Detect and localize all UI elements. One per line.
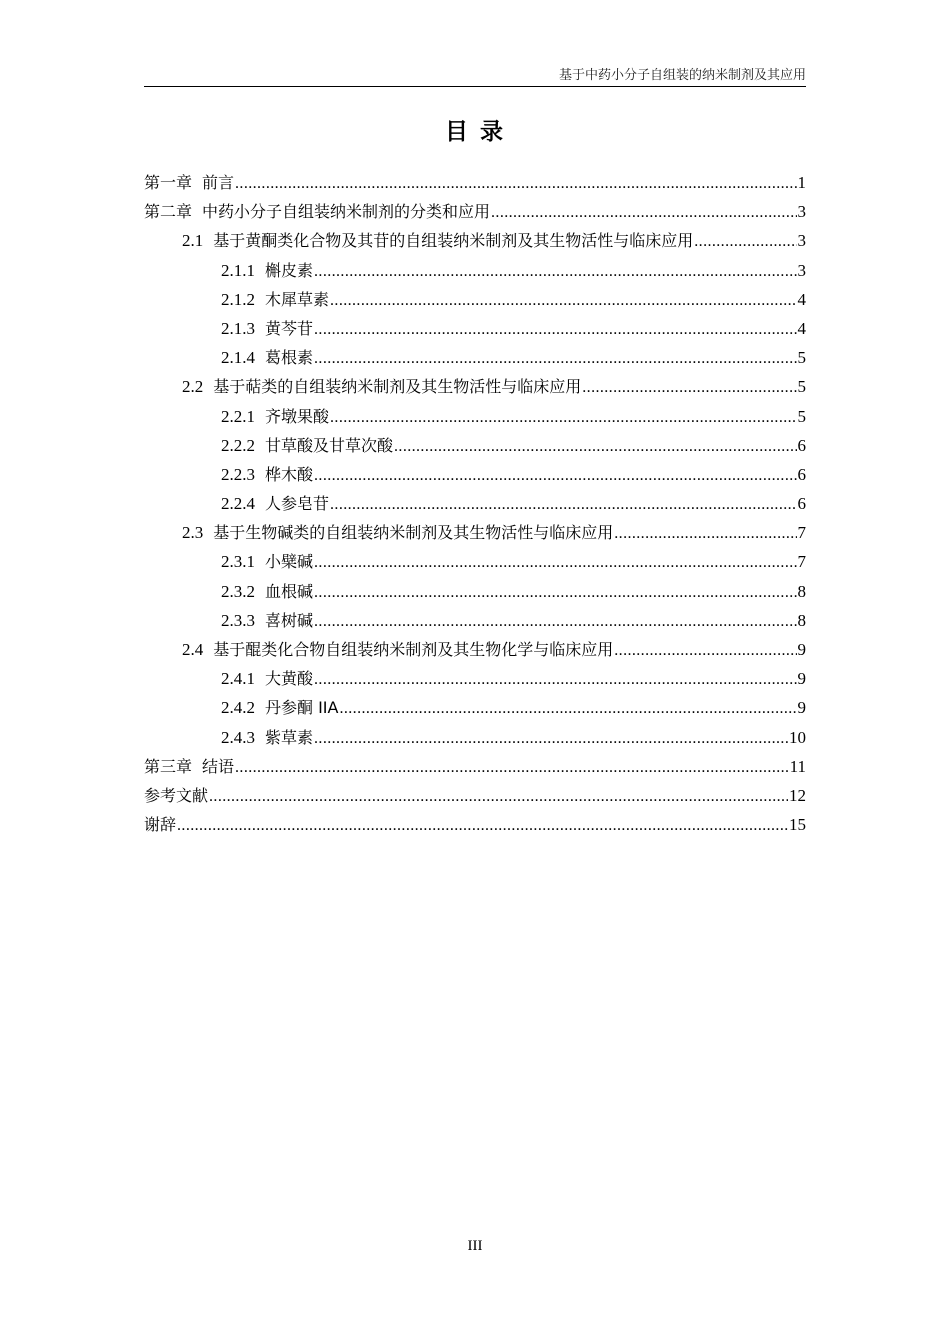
- toc-entry-page: 6: [797, 435, 806, 455]
- toc-entry-title: 结语: [202, 756, 235, 776]
- page-number: III: [467, 1238, 483, 1254]
- toc-dot-leader: [314, 578, 796, 607]
- toc-entry-page: 3: [797, 260, 806, 280]
- toc-entry-title: 齐墩果酸: [265, 406, 330, 426]
- toc-entry-title: 葛根素: [265, 348, 314, 368]
- toc-dot-leader: [235, 169, 796, 198]
- toc-dot-leader: [339, 694, 796, 723]
- toc-entry-number: 2.4.1: [221, 669, 255, 689]
- toc-entry-page: 5: [797, 377, 806, 397]
- toc-dot-leader: [314, 344, 796, 373]
- toc-entry[interactable]: [144, 197, 806, 226]
- toc-dot-leader: [209, 782, 788, 811]
- toc-entry-number: 2.1.3: [221, 318, 255, 338]
- toc-entry-title: 基于萜类的自组装纳米制剂及其生物活性与临床应用: [213, 377, 582, 397]
- toc-entry-page: 9: [797, 640, 806, 659]
- toc-entry[interactable]: [144, 781, 806, 810]
- toc-entry-title: 参考文献: [144, 785, 209, 805]
- toc-entry-title: 丹参酮 IIA: [265, 698, 339, 718]
- toc-entry[interactable]: [144, 518, 806, 547]
- toc-entry-page: 1: [797, 173, 806, 192]
- toc-entry[interactable]: [144, 635, 806, 664]
- toc-entry-title: 基于醌类化合物自组装纳米制剂及其生物化学与临床应用: [213, 640, 614, 659]
- toc-entry-number: 第一章: [144, 173, 193, 192]
- toc-entry[interactable]: [144, 256, 806, 285]
- toc-entry-page: 9: [797, 698, 806, 718]
- toc-dot-leader: [394, 432, 796, 461]
- toc-entry-number: 2.2.1: [221, 406, 255, 426]
- toc-entry[interactable]: [144, 343, 806, 372]
- toc-dot-leader: [314, 461, 796, 490]
- toc-entry-number: 2.4.2: [221, 698, 255, 718]
- toc-entry-page: 5: [797, 406, 806, 426]
- toc-dot-leader: [235, 753, 789, 782]
- toc-entry-number: 2.1.1: [221, 260, 255, 280]
- toc-entry-title: 黄芩苷: [265, 318, 314, 338]
- toc-entry[interactable]: [144, 723, 806, 752]
- toc-entry-title: 甘草酸及甘草次酸: [265, 435, 394, 455]
- toc-entry[interactable]: [144, 752, 806, 781]
- toc-entry-number: 第二章: [144, 202, 193, 222]
- toc-entry-page: 3: [797, 202, 806, 222]
- toc-entry-page: 6: [797, 494, 806, 514]
- toc-entry[interactable]: [144, 577, 806, 606]
- toc-entry-title: 基于生物碱类的自组装纳米制剂及其生物活性与临床应用: [213, 523, 614, 543]
- toc-entry-number: 2.4.3: [221, 727, 255, 747]
- toc-entry[interactable]: [144, 285, 806, 314]
- toc-entry-page: 3: [797, 231, 806, 251]
- toc-entry-number: 2.3.1: [221, 552, 255, 572]
- toc-dot-leader: [314, 724, 788, 753]
- toc-entry-page: 10: [789, 727, 806, 747]
- toc-entry-page: 11: [789, 756, 806, 776]
- toc-entry-page: 12: [789, 785, 806, 805]
- toc-entry[interactable]: [144, 431, 806, 460]
- toc-dot-leader: [177, 811, 788, 840]
- toc-entry[interactable]: [144, 402, 806, 431]
- toc-entry[interactable]: [144, 547, 806, 576]
- toc-entry-title: 槲皮素: [265, 260, 314, 280]
- toc-entry[interactable]: [144, 810, 806, 839]
- toc-entry-title: 中药小分子自组装纳米制剂的分类和应用: [202, 202, 491, 222]
- toc-entry-number: 2.2.3: [221, 464, 255, 484]
- toc-entry-page: 5: [797, 348, 806, 368]
- toc-entry-page: 15: [789, 815, 806, 835]
- toc-entry-page: 4: [797, 289, 806, 309]
- toc-entry-page: 4: [797, 318, 806, 338]
- toc-dot-leader: [314, 607, 796, 636]
- toc-dot-leader: [582, 373, 796, 402]
- toc-entry-title: 小檗碱: [265, 552, 314, 572]
- toc-entry[interactable]: [144, 372, 806, 401]
- toc-entry-number: 2.4: [182, 640, 204, 659]
- toc-dot-leader: [314, 665, 796, 694]
- toc-entry-title: 人参皂苷: [265, 494, 330, 514]
- toc-entry[interactable]: [144, 460, 806, 489]
- toc-dot-leader: [491, 198, 796, 227]
- toc-entry[interactable]: [144, 693, 806, 722]
- toc-dot-leader: [614, 636, 796, 665]
- toc-dot-leader: [314, 257, 796, 286]
- toc-entry[interactable]: [144, 489, 806, 518]
- toc-entry-title: 木犀草素: [265, 289, 330, 309]
- toc-dot-leader: [614, 519, 796, 548]
- toc-entry-page: 9: [797, 669, 806, 689]
- toc-entry-number: 2.2.2: [221, 435, 255, 455]
- toc-entry-page: 6: [797, 464, 806, 484]
- toc-entry-number: 2.1.4: [221, 348, 255, 368]
- header-rule: [144, 86, 806, 87]
- toc-entry[interactable]: [144, 226, 806, 255]
- running-header: 基于中药小分子自组装的纳米制剂及其应用: [558, 68, 806, 83]
- toc-entry-title: 桦木酸: [265, 464, 314, 484]
- toc-entry-title: 谢辞: [144, 815, 177, 835]
- toc-entry-number: 2.3.2: [221, 581, 255, 601]
- toc-title: 目 录: [444, 119, 505, 145]
- toc-entry-number: 2.1: [182, 231, 204, 251]
- toc-entry-number: 2.2: [182, 377, 204, 397]
- toc-entry[interactable]: [144, 314, 806, 343]
- toc-entry-number: 2.3.3: [221, 610, 255, 630]
- toc-dot-leader: [330, 286, 796, 315]
- toc-entry-title: 基于黄酮类化合物及其苷的自组装纳米制剂及其生物活性与临床应用: [213, 231, 694, 251]
- toc-entry-number: 2.2.4: [221, 494, 255, 514]
- toc-dot-leader: [330, 490, 796, 519]
- toc-entry-title: 大黄酸: [265, 669, 314, 689]
- toc-entry-title: 喜树碱: [265, 610, 314, 630]
- toc-dot-leader: [694, 227, 796, 256]
- toc-dot-leader: [314, 315, 796, 344]
- toc-entry[interactable]: [144, 606, 806, 635]
- toc-entry-page: 7: [797, 552, 806, 572]
- toc-entry-number: 第三章: [144, 756, 193, 776]
- toc-entry-page: 8: [797, 581, 806, 601]
- toc-entry-number: 2.1.2: [221, 289, 255, 309]
- toc-entry-page: 7: [797, 523, 806, 543]
- toc-entry-page: 8: [797, 610, 806, 630]
- toc-entry-number: 2.3: [182, 523, 204, 543]
- toc-entry[interactable]: [144, 664, 806, 693]
- toc-entry[interactable]: [144, 168, 806, 197]
- toc-dot-leader: [330, 403, 796, 432]
- toc-dot-leader: [314, 548, 796, 577]
- toc-entry-title: 血根碱: [265, 581, 314, 601]
- toc-entry-title: 紫草素: [265, 727, 314, 747]
- toc-entry-title: 前言: [202, 173, 235, 192]
- table-of-contents: [144, 168, 806, 839]
